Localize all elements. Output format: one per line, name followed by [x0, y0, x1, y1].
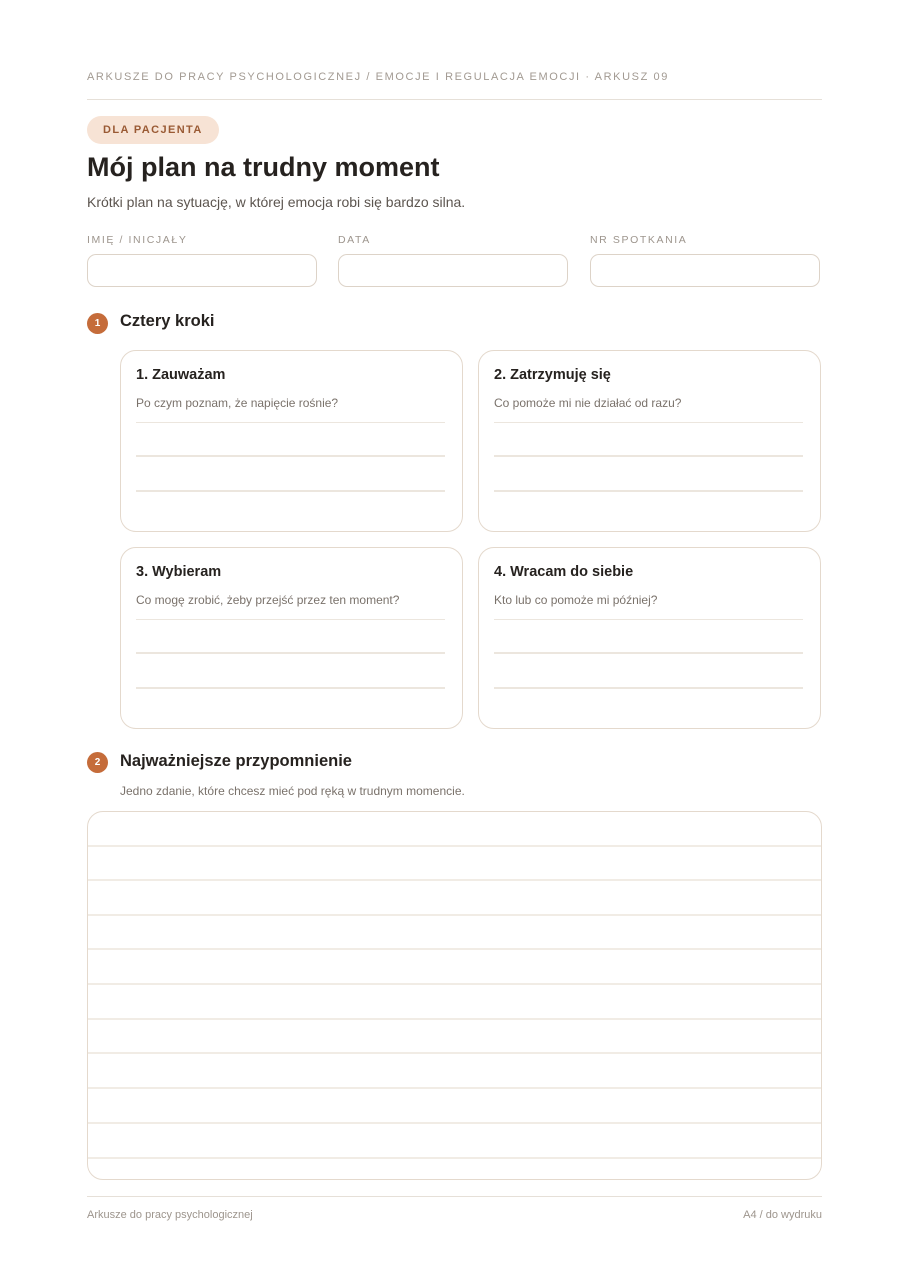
writing-line	[494, 652, 803, 654]
step-prompt: Kto lub co pomoże mi później?	[494, 593, 658, 607]
page-title: Mój plan na trudny moment	[87, 152, 440, 182]
footer-series-name: Arkusze do pracy psychologicznej	[87, 1209, 253, 1221]
section-1-number: 1	[87, 313, 108, 334]
name-field-label: IMIĘ / INICJAŁY	[87, 234, 188, 246]
session-number-field[interactable]	[590, 254, 820, 287]
writing-line	[88, 1018, 821, 1020]
section-2-number: 2	[87, 752, 108, 773]
header-divider	[87, 99, 822, 100]
step-prompt: Co pomoże mi nie działać od razu?	[494, 396, 682, 410]
writing-line	[88, 1052, 821, 1054]
writing-line	[88, 879, 821, 881]
writing-line	[136, 490, 445, 492]
writing-line	[494, 687, 803, 689]
step-card-return[interactable]	[478, 547, 821, 729]
reminder-writing-area[interactable]	[87, 811, 822, 1180]
date-field-label: DATA	[338, 234, 371, 246]
step-prompt: Co mogę zrobić, żeby przejść przez ten moment?	[136, 593, 400, 607]
writing-line	[136, 687, 445, 689]
step-title: 2. Zatrzymuję się	[494, 367, 611, 383]
step-prompt: Po czym poznam, że napięcie rośnie?	[136, 396, 339, 410]
writing-line	[494, 455, 803, 457]
audience-badge: DLA PACJENTA	[87, 116, 219, 144]
writing-line	[136, 619, 445, 620]
step-card-notice[interactable]	[120, 350, 463, 532]
date-field[interactable]	[338, 254, 568, 287]
step-card-pause[interactable]	[478, 350, 821, 532]
writing-line	[136, 422, 445, 423]
session-number-field-label: NR SPOTKANIA	[590, 234, 688, 246]
footer-divider	[87, 1196, 822, 1197]
writing-line	[88, 1087, 821, 1089]
section-1-title: Cztery kroki	[120, 312, 215, 330]
writing-line	[494, 619, 803, 620]
writing-line	[88, 845, 821, 847]
writing-line	[494, 490, 803, 492]
step-title: 1. Zauważam	[136, 367, 226, 383]
writing-line	[88, 983, 821, 985]
writing-line	[494, 422, 803, 423]
step-title: 3. Wybieram	[136, 564, 222, 580]
page-subtitle: Krótki plan na sytuację, w której emocja robi się bardzo silna.	[87, 194, 466, 210]
step-title: 4. Wracam do siebie	[494, 564, 634, 580]
writing-line	[88, 1157, 821, 1159]
breadcrumb: ARKUSZE DO PRACY PSYCHOLOGICZNEJ / EMOCJE I REGULACJA EMOCJI · ARKUSZ 09	[87, 71, 669, 83]
section-2-title: Najważniejsze przypomnienie	[120, 752, 352, 770]
writing-line	[88, 914, 821, 916]
writing-line	[136, 652, 445, 654]
writing-line	[136, 455, 445, 457]
writing-line	[88, 948, 821, 950]
footer-print-format: A4 / do wydruku	[743, 1209, 822, 1221]
name-field[interactable]	[87, 254, 317, 287]
writing-line	[88, 1122, 821, 1124]
section-2-description: Jedno zdanie, które chcesz mieć pod ręką w trudnym momencie.	[120, 784, 465, 798]
step-card-choose[interactable]	[120, 547, 463, 729]
